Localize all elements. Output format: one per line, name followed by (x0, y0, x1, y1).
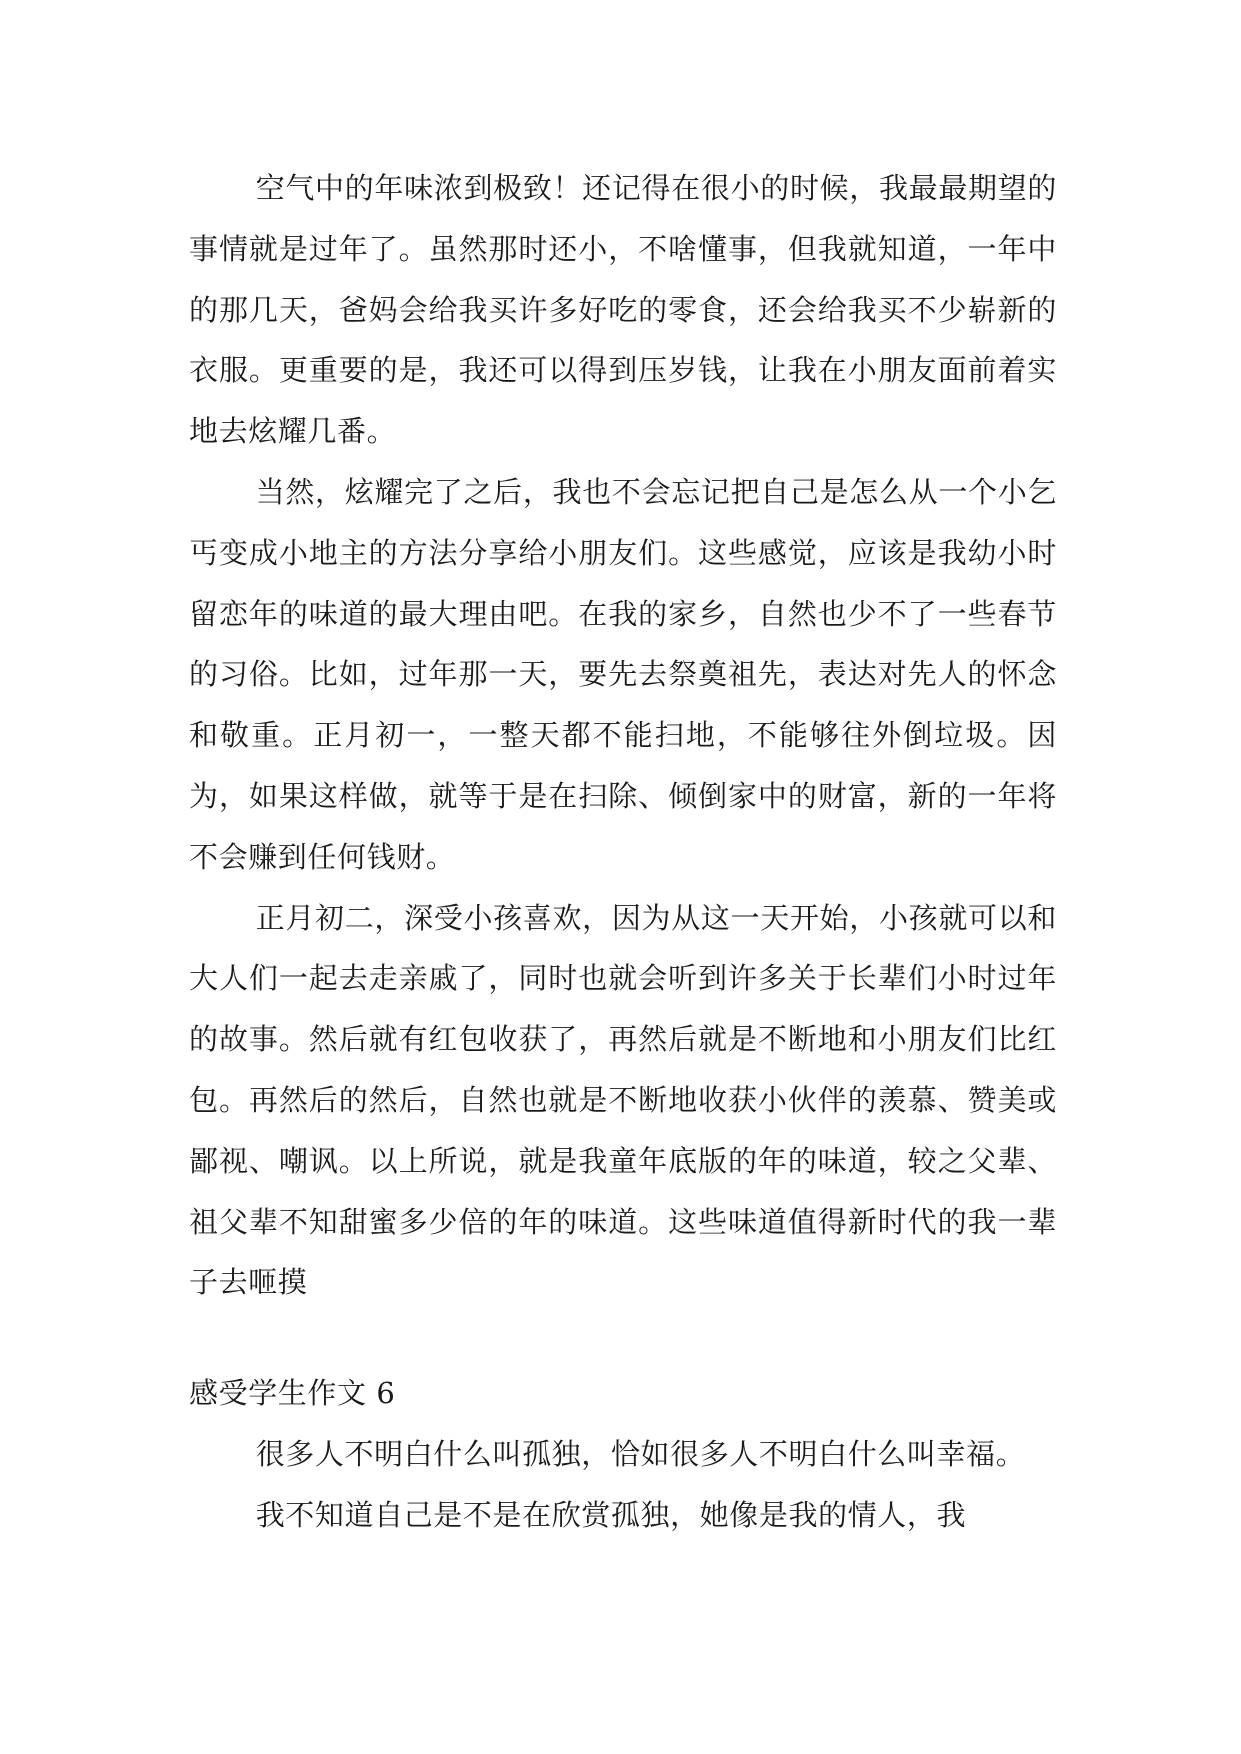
paragraph: 很多人不明白什么叫孤独，恰如很多人不明白什么叫幸福。 (255, 1436, 1026, 1471)
document-body (189, 158, 1057, 1546)
paragraph: 当然，炫耀完了之后，我也不会忘记把自己是怎么从一个小乞丐变成小地主的方法分享给小朋友们。这些感觉，应该是我幼小时留恋年的味道的最大理由吧。在我的家乡，自然也少不了一些春节的习俗。比如，过年那一天，要先去祭奠祖先，表达对先人的怀念和敬重。正月初一，一整天都不能扫地，不能够往外倒垃圾。因为，如果这样做，就等于是在扫除、倾倒家中的财富，新的一年将不会赚到任何钱财。 (189, 474, 1057, 874)
section-title: 感受学生作文 6 (189, 1376, 396, 1411)
paragraph: 空气中的年味浓到极致！还记得在很小的时候，我最最期望的事情就是过年了。虽然那时还小，不啥懂事，但我就知道，一年中的那几天，爸妈会给我买许多好吃的零食，还会给我买不少崭新的衣服。更重要的是，我还可以得到压岁钱，让我在小朋友面前着实地去炫耀几番。 (189, 171, 1057, 449)
paragraph: 正月初二，深受小孩喜欢，因为从这一天开始，小孩就可以和大人们一起去走亲戚了，同时也就会听到许多关于长辈们小时过年的故事。然后就有红包收获了，再然后就是不断地和小朋友们比红包。再然后的然后，自然也就是不断地收获小伙伴的羡慕、赞美或鄙视、嘲讽。以上所说，就是我童年底版的年的味道，较之父辈、祖父辈不知甜蜜多少倍的年的味道。这些味道值得新时代的我一辈子去咂摸 (189, 900, 1057, 1300)
paragraph: 我不知道自己是不是在欣赏孤独，她像是我的情人，我 (255, 1497, 967, 1532)
